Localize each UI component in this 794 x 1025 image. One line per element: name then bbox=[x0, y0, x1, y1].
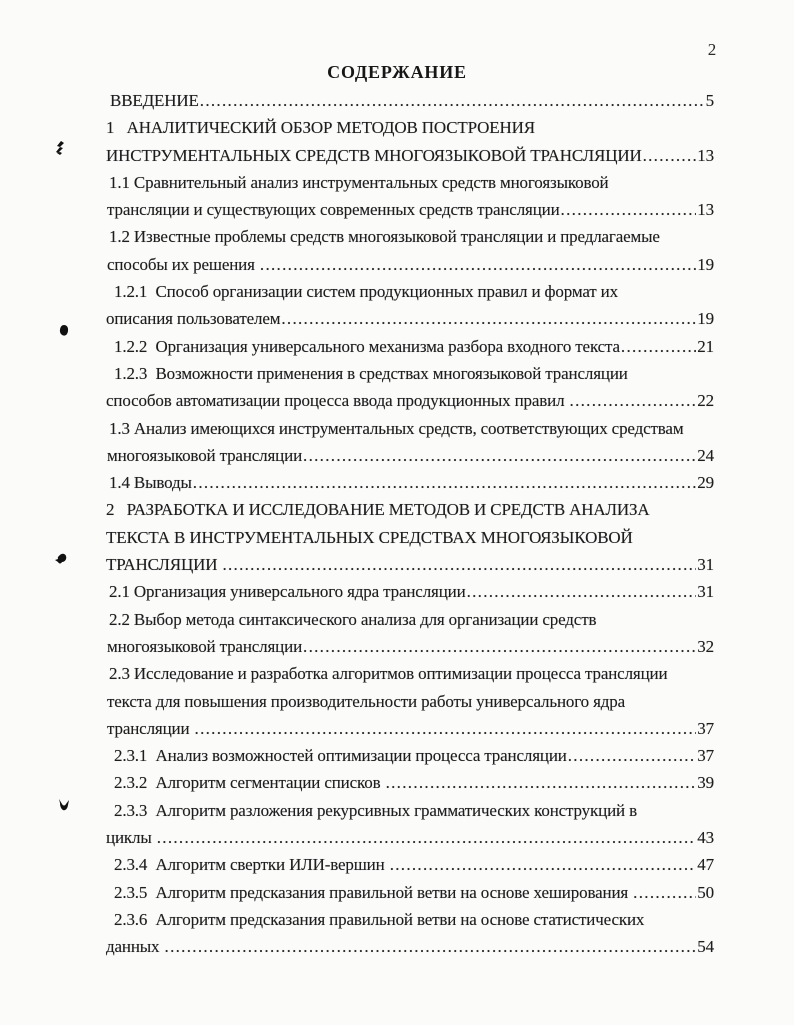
toc-entry-text: описания пользователем bbox=[106, 309, 281, 329]
toc-entry-text: 2.3.3 Алгоритм разложения рекурсивных грамматических конструкций в bbox=[114, 800, 637, 820]
toc-entry-text: ТРАНСЛЯЦИИ bbox=[106, 555, 222, 575]
toc-entry-text: трансляции и существующих современных средств трансляции bbox=[107, 200, 560, 220]
toc-entry bbox=[106, 223, 714, 250]
toc-entry-text: 2.3.1 Анализ возможностей оптимизации процесса трансляции bbox=[114, 746, 567, 766]
toc-entry-page: 22 bbox=[697, 391, 714, 411]
ink-blot-icon bbox=[56, 797, 72, 814]
toc-entry bbox=[106, 906, 714, 933]
toc-leader-dots bbox=[643, 142, 697, 169]
toc-entry-page: 13 bbox=[697, 200, 714, 220]
toc-leader-dots bbox=[390, 851, 697, 878]
toc-entry-text: 1.2 Известные проблемы средств многоязыковой трансляции и предлагаемые bbox=[109, 227, 660, 247]
toc-entry-text: 2.3 Исследование и разработка алгоритмов оптимизации процесса трансляции bbox=[109, 664, 668, 684]
toc-entry-text: ТЕКСТА В ИНСТРУМЕНТАЛЬНЫХ СРЕДСТВАХ МНОГОЯЗЫКОВОЙ bbox=[106, 527, 633, 547]
toc-entry-text: 2.3.5 Алгоритм предсказания правильной ветви на основе хеширования bbox=[114, 882, 633, 902]
toc-entry-page: 43 bbox=[697, 828, 714, 848]
toc-entry bbox=[106, 415, 714, 442]
toc-entry bbox=[106, 769, 714, 796]
toc-entry bbox=[106, 688, 714, 715]
toc-entry bbox=[106, 742, 714, 769]
toc-leader-dots bbox=[165, 933, 697, 960]
toc-entry-page: 39 bbox=[697, 773, 714, 793]
toc-entry bbox=[106, 169, 714, 196]
toc-entry-text: 1.2.3 Возможности применения в средствах многоязыковой трансляции bbox=[114, 363, 628, 383]
toc-leader-dots bbox=[281, 305, 696, 332]
toc-entry-text: многоязыковой трансляции bbox=[107, 636, 303, 656]
toc-leader-dots bbox=[157, 824, 697, 851]
toc-entry bbox=[106, 660, 714, 687]
toc-entry bbox=[106, 142, 714, 169]
toc-leader-dots bbox=[621, 333, 696, 360]
toc-entry-text: 2.3.4 Алгоритм свертки ИЛИ-вершин bbox=[114, 855, 389, 875]
toc-entry-text: 1 АНАЛИТИЧЕСКИЙ ОБЗОР МЕТОДОВ ПОСТРОЕНИЯ bbox=[106, 118, 535, 138]
ink-blot-icon bbox=[54, 552, 72, 567]
toc-leader-dots bbox=[260, 251, 696, 278]
toc-entry bbox=[106, 305, 714, 332]
toc-leader-dots bbox=[561, 196, 697, 223]
toc-entry-text: 1.4 Выводы bbox=[109, 473, 192, 493]
toc-leader-dots bbox=[570, 387, 697, 414]
page-title: СОДЕРЖАНИЕ bbox=[327, 62, 467, 82]
toc-entry bbox=[106, 251, 714, 278]
toc-leader-dots bbox=[386, 769, 697, 796]
toc-entry-text: 2.1 Организация универсального ядра трансляции bbox=[109, 582, 466, 602]
toc-entry bbox=[106, 633, 714, 660]
toc-entry-page: 5 bbox=[705, 91, 714, 110]
toc-entry bbox=[106, 387, 714, 414]
toc-entry bbox=[106, 797, 714, 824]
toc-entry-text: 1.1 Сравнительный анализ инструментальных средств многоязыковой bbox=[109, 172, 609, 192]
toc-entry bbox=[106, 824, 714, 851]
toc-entry bbox=[106, 469, 714, 496]
toc-entry-page: 37 bbox=[697, 718, 714, 738]
toc-leader-dots bbox=[195, 715, 697, 742]
toc-entry bbox=[106, 360, 714, 387]
toc-entry bbox=[106, 496, 714, 523]
toc-entry-page: 54 bbox=[697, 937, 714, 957]
toc-entry-page: 21 bbox=[697, 336, 714, 356]
toc-entry bbox=[106, 333, 714, 360]
toc-entry bbox=[106, 851, 714, 878]
toc-entry-page: 37 bbox=[697, 746, 714, 766]
toc-entry-text: многоязыковой трансляции bbox=[107, 445, 303, 465]
toc-entry-text: 2.3.2 Алгоритм сегментации списков bbox=[114, 773, 385, 793]
toc-entry-text: 2 РАЗРАБОТКА И ИССЛЕДОВАНИЕ МЕТОДОВ И СРЕДСТВ АНАЛИЗА bbox=[106, 500, 650, 520]
toc-leader-dots bbox=[222, 551, 696, 578]
toc-entry bbox=[106, 578, 714, 605]
toc-leader-dots bbox=[303, 442, 696, 469]
toc-leader-dots bbox=[633, 879, 696, 906]
toc-entry-page: 29 bbox=[697, 473, 714, 493]
toc-entry-page: 31 bbox=[697, 582, 714, 602]
toc-entry bbox=[106, 87, 714, 114]
toc-entry bbox=[106, 933, 714, 960]
toc-entry bbox=[106, 196, 714, 223]
toc-entry-text: текста для повышения производительности работы универсального ядра bbox=[107, 691, 626, 711]
toc-entry-text: ВВЕДЕНИЕ bbox=[110, 91, 199, 110]
toc-entry bbox=[106, 114, 714, 141]
toc-entry-page: 50 bbox=[697, 882, 714, 902]
ink-blot-icon bbox=[52, 140, 68, 158]
toc-entry-text: 1.2.1 Способ организации систем продукционных правил и формат их bbox=[114, 282, 618, 302]
toc-entry-text: данных bbox=[106, 937, 164, 957]
toc-entry-text: циклы bbox=[106, 828, 156, 848]
toc-leader-dots bbox=[303, 633, 696, 660]
toc-entry bbox=[106, 879, 714, 906]
toc-leader-dots bbox=[467, 578, 697, 605]
toc-entry-page: 47 bbox=[697, 855, 714, 875]
toc-entry-text: ИНСТРУМЕНТАЛЬНЫХ СРЕДСТВ МНОГОЯЗЫКОВОЙ ТРАНСЛЯЦИИ bbox=[106, 145, 642, 165]
toc-entry-text: 1.2.2 Организация универсального механизма разбора входного текста bbox=[114, 336, 620, 356]
table-of-contents bbox=[106, 87, 714, 961]
toc-entry bbox=[106, 442, 714, 469]
toc-entry-text: трансляции bbox=[107, 718, 194, 738]
toc-entry bbox=[106, 524, 714, 551]
ink-blot-icon bbox=[57, 324, 71, 338]
toc-entry-page: 19 bbox=[697, 254, 714, 274]
page-number: 2 bbox=[707, 40, 717, 59]
toc-entry-page: 24 bbox=[697, 445, 714, 465]
toc-leader-dots bbox=[568, 742, 697, 769]
toc-entry-text: способы их решения bbox=[107, 254, 259, 274]
toc-entry-page: 32 bbox=[697, 636, 714, 656]
toc-entry-text: 1.3 Анализ имеющихся инструментальных средств, соответствующих средствам bbox=[109, 418, 684, 438]
toc-entry bbox=[106, 278, 714, 305]
toc-entry bbox=[106, 715, 714, 742]
toc-entry-text: 2.2 Выбор метода синтаксического анализа для организации средств bbox=[109, 609, 597, 629]
toc-entry-page: 31 bbox=[697, 555, 714, 575]
toc-entry-text: 2.3.6 Алгоритм предсказания правильной ветви на основе статистических bbox=[114, 909, 645, 929]
toc-entry bbox=[106, 606, 714, 633]
toc-entry-page: 13 bbox=[697, 145, 714, 165]
toc-entry-page: 19 bbox=[697, 309, 714, 329]
toc-entry-text: способов автоматизации процесса ввода продукционных правил bbox=[106, 391, 569, 411]
toc-leader-dots bbox=[193, 469, 697, 496]
toc-entry bbox=[106, 551, 714, 578]
toc-leader-dots bbox=[200, 87, 705, 114]
